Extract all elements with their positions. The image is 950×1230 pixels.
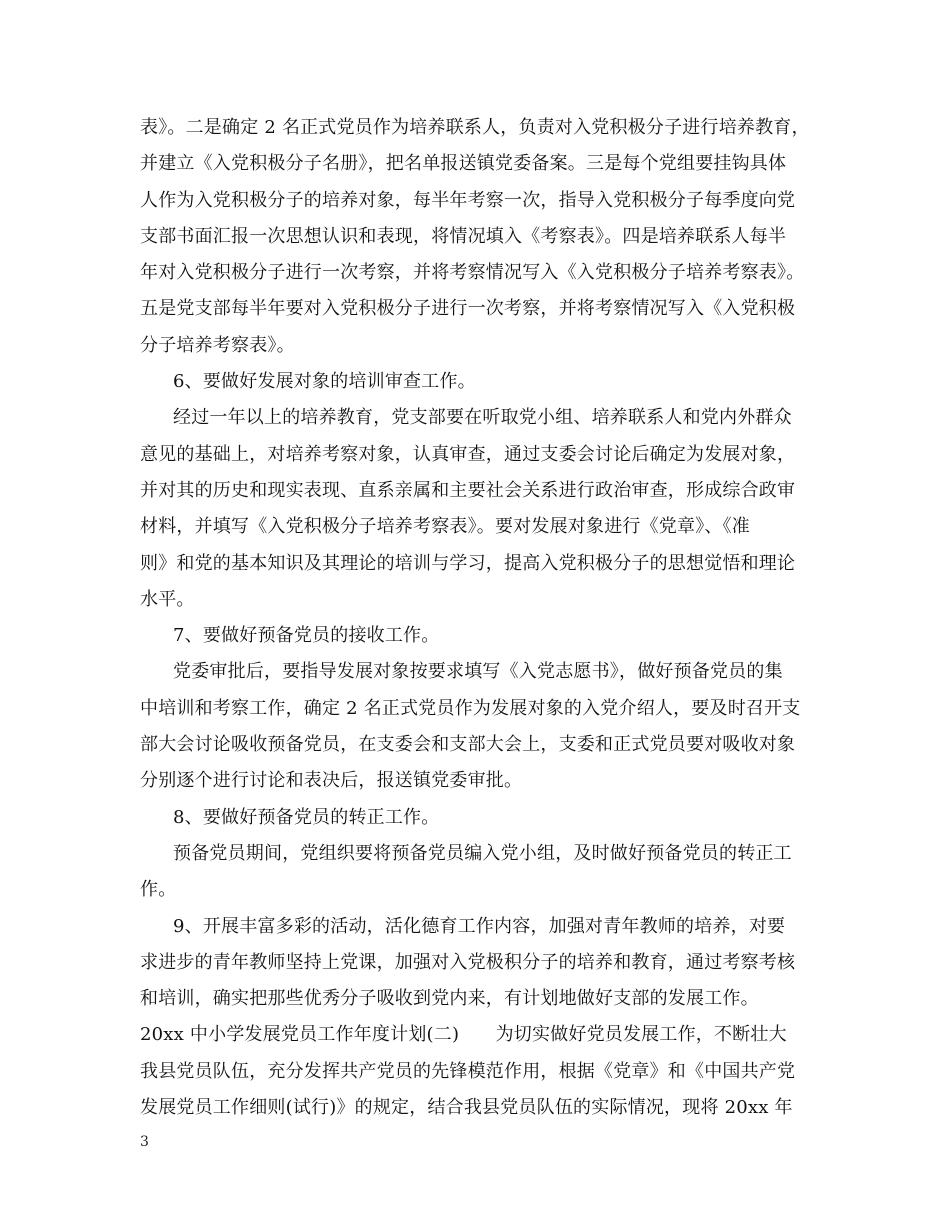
- text-line: 6、要做好发展对象的培训审查工作。: [173, 371, 476, 393]
- text-line: 并对其的历史和现实表现、直系亲属和主要社会关系进行政治审查，形成综合政审: [140, 479, 796, 501]
- text-line: 中培训和考察工作，确定 2 名正式党员作为发展对象的入党介绍人，要及时召开支: [140, 697, 801, 719]
- text-line: 经过一年以上的培养教育，党支部要在听取党小组、培养联系人和党内外群众: [173, 407, 792, 429]
- text-line: 9、开展丰富多彩的活动，活化德育工作内容，加强对青年教师的培养，对要: [173, 915, 786, 937]
- text-line: 我县党员队伍，充分发挥共产党员的先锋模范作用，根据《党章》和《中国共产党: [140, 1060, 796, 1082]
- page-number: 3: [140, 1134, 149, 1150]
- text-line: 7、要做好预备党员的接收工作。: [173, 625, 440, 647]
- text-line: 材料，并填写《入党积极分子培养考察表》。要对发展对象进行《党章》、《准: [140, 516, 750, 538]
- text-line: 发展党员工作细则(试行)》的规定，结合我县党员队伍的实际情况，现将 20xx 年: [140, 1097, 793, 1119]
- text-line: 8、要做好预备党员的转正工作。: [173, 806, 440, 828]
- text-line: 年对入党积极分子进行一次考察，并将考察情况写入《入党积极分子培养考察表》。: [140, 262, 805, 284]
- text-line: 人作为入党积极分子的培养对象，每半年考察一次，指导入党积极分子每季度向党: [140, 189, 796, 211]
- text-line: 意见的基础上，对培养考察对象，认真审查，通过支委会讨论后确定为发展对象，: [140, 443, 796, 465]
- text-line: 作。: [140, 879, 177, 901]
- text-line: 分别逐个进行讨论和表决后，报送镇党委审批。: [140, 770, 523, 792]
- document-body: [140, 110, 820, 1126]
- text-line: 求进步的青年教师坚持上党课，加强对入党极积分子的培养和教育，通过考察考核: [140, 951, 796, 973]
- text-line: 并建立《入党积极分子名册》，把名单报送镇党委备案。三是每个党组要挂钩具体: [140, 153, 787, 175]
- text-line: 20xx 中小学发展党员工作年度计划(二) 为切实做好党员发展工作，不断壮大: [140, 1024, 787, 1046]
- text-line: 支部书面汇报一次思想认识和表现，将情况填入《考察表》。四是培养联系人每半: [140, 225, 787, 247]
- text-line: 部大会讨论吸收预备党员，在支委会和支部大会上，支委和正式党员要对吸收对象: [140, 734, 796, 756]
- text-line: 党委审批后，要指导发展对象按要求填写《入党志愿书》，做好预备党员的集: [173, 661, 783, 683]
- text-line: 水平。: [140, 588, 195, 610]
- text-line: 表》。二是确定 2 名正式党员作为培养联系人，负责对入党积极分子进行培养教育，: [140, 117, 810, 138]
- text-line: 分子培养考察表》。: [140, 334, 295, 356]
- text-line: 则》和党的基本知识及其理论的培训与学习，提高入党积极分子的思想觉悟和理论: [140, 552, 796, 574]
- text-line: 和培训，确实把那些优秀分子吸收到党内来，有计划地做好支部的发展工作。: [140, 988, 759, 1010]
- text-line: 预备党员期间，党组织要将预备党员编入党小组，及时做好预备党员的转正工: [173, 842, 792, 864]
- text-line: 五是党支部每半年要对入党积极分子进行一次考察，并将考察情况写入《入党积极: [140, 298, 796, 320]
